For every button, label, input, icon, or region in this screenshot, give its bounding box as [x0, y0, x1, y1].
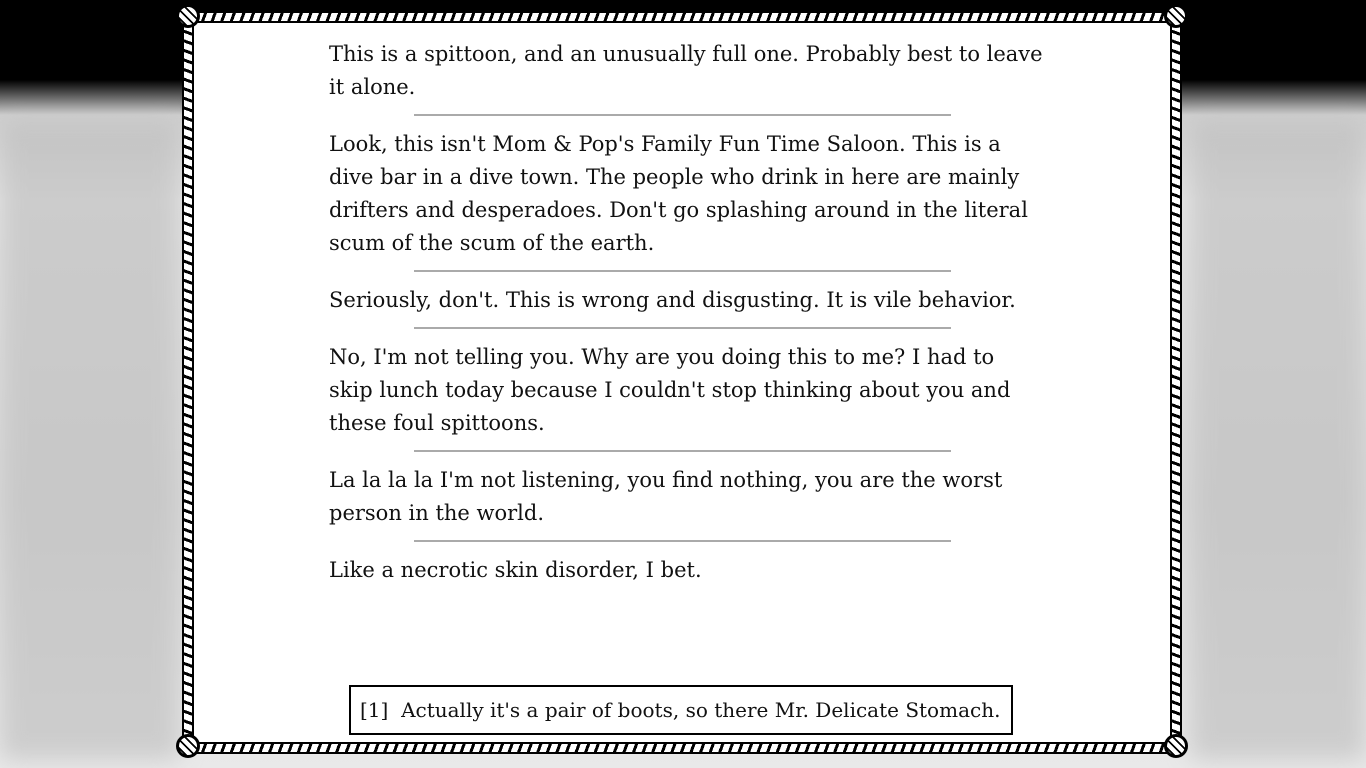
dialog-paragraph: Look, this isn't Mom & Pop's Family Fun Time Saloon. This is a dive bar in a dive town. The people who drink in here are mainly drifters and desperadoes. Don't go splashing around in the literal scum of the scum of the earth.: [329, 132, 1028, 255]
rope-knot-icon: [176, 734, 200, 758]
choice-label: Actually it's a pair of boots, so there Mr. Delicate Stomach.: [401, 698, 1001, 722]
rope-border-top: [186, 11, 1180, 23]
divider: [414, 327, 951, 329]
choice-key: [1]: [360, 698, 389, 722]
dialog-paragraph: Like a necrotic skin disorder, I bet.: [329, 558, 702, 582]
dialog-paragraph: No, I'm not telling you. Why are you doing this to me? I had to skip lunch today because I couldn't stop thinking about you and these foul spittoons.: [329, 345, 1011, 435]
rope-knot-icon: [176, 4, 200, 28]
dialog-paragraph: Seriously, don't. This is wrong and disgusting. It is vile behavior.: [329, 288, 1016, 312]
divider: [414, 450, 951, 452]
divider: [414, 114, 951, 116]
divider: [414, 270, 951, 272]
rope-border-left: [182, 16, 194, 750]
dialog-text: [329, 38, 1044, 587]
choice-button-1[interactable]: [349, 685, 1013, 735]
divider: [414, 540, 951, 542]
rope-knot-icon: [1164, 4, 1188, 28]
dialog-paragraph: La la la la I'm not listening, you find nothing, you are the worst person in the world.: [329, 468, 1003, 525]
rope-border-bottom: [186, 742, 1180, 754]
dialog-paragraph: This is a spittoon, and an unusually full one. Probably best to leave it alone.: [329, 42, 1043, 99]
background-scene-left: [0, 120, 180, 760]
background-scene-right: [1190, 120, 1366, 760]
rope-border-right: [1170, 16, 1182, 750]
rope-knot-icon: [1164, 734, 1188, 758]
